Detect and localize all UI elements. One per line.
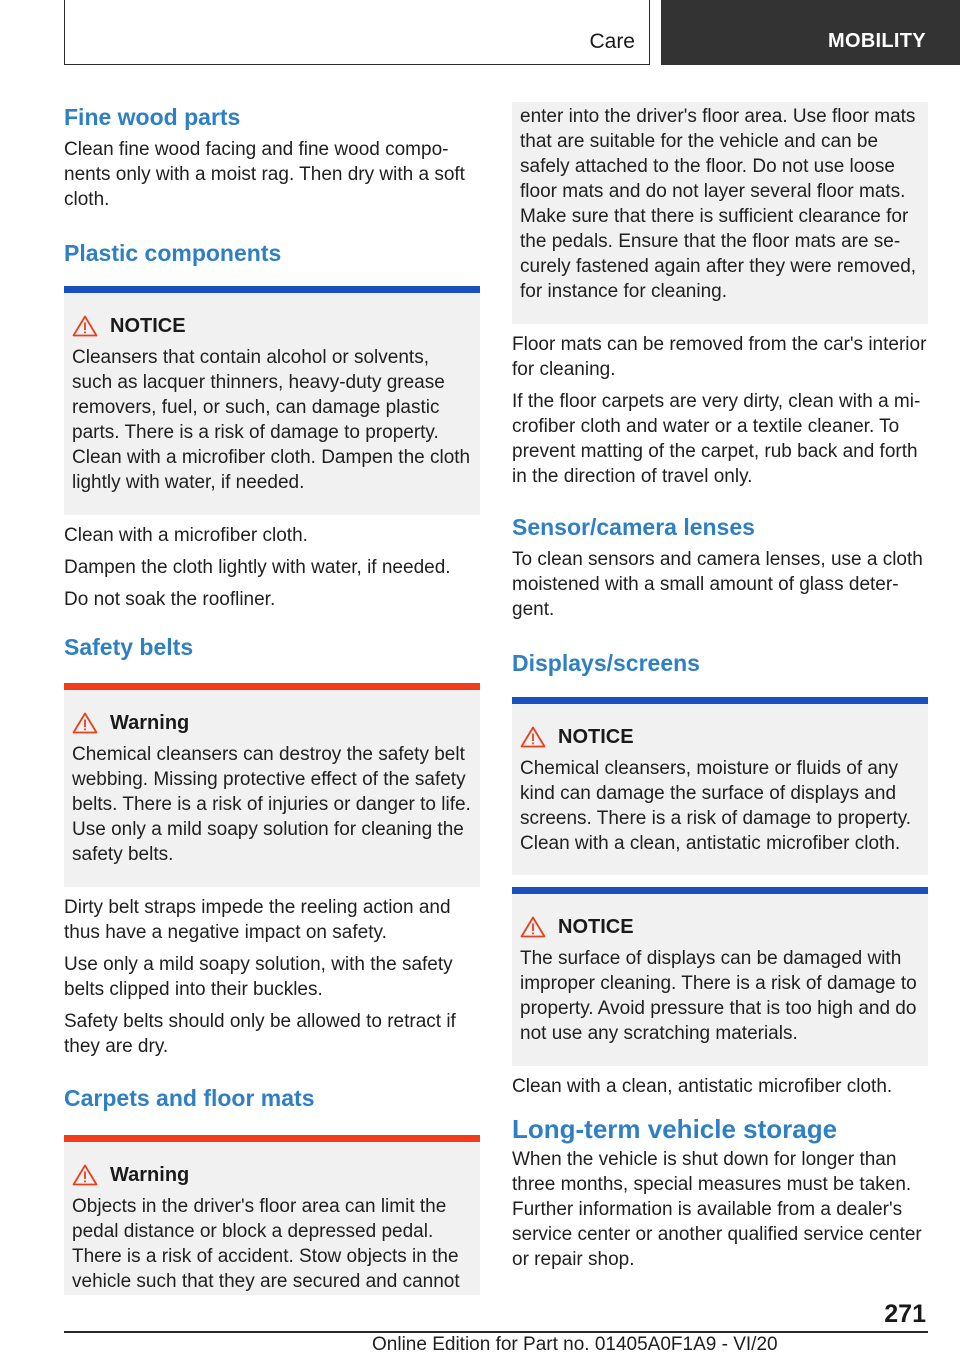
warning-box-carpets-continued	[512, 102, 928, 324]
warning-triangle-icon	[72, 315, 98, 337]
text-plastic-1: Clean with a microfiber cloth.	[64, 525, 308, 546]
notice-title: NOTICE	[558, 725, 634, 748]
heading-plastic: Plastic components	[64, 240, 282, 266]
header-chapter-title: MOBILITY	[828, 30, 926, 52]
heading-storage: Long-term vehicle storage	[512, 1114, 838, 1144]
heading-sensor: Sensor/camera lenses	[512, 514, 755, 540]
notice-box-displays-1	[512, 697, 928, 875]
notice-box-plastic	[64, 286, 480, 515]
notice-text: Cleansers that contain alcohol or solvents, such as lacquer thinners, heavy-duty grease removers, fuel, or such, can damage plastic parts. There is a risk of damage to property. Clean with a microfiber cloth. Dampen the cloth lightly with water, if needed.	[72, 347, 471, 493]
text-sensor: To clean sensors and camera lenses, use a cloth moistened with a small amount of glass detergent.	[512, 549, 923, 620]
notice-box-displays-2	[512, 887, 928, 1066]
heading-fine-wood: Fine wood parts	[64, 104, 241, 130]
warning-box-belts	[64, 683, 480, 887]
notice-text: The surface of displays can be damaged with improper cleaning. There is a risk of damage to property. Avoid pressure that is too high and do not use any scratching materials.	[520, 948, 917, 1044]
warning-triangle-icon	[520, 916, 546, 938]
warning-bar	[64, 683, 480, 690]
warning-triangle-icon	[72, 712, 98, 734]
footer-divider	[64, 1331, 928, 1333]
notice-title: NOTICE	[558, 915, 634, 938]
text-fine-wood: Clean fine wood facing and fine wood components only with a moist rag. Then dry with a soft cloth.	[64, 139, 465, 210]
warning-box-carpets	[64, 1135, 480, 1295]
heading-displays: Displays/screens	[512, 650, 700, 676]
left-column	[64, 102, 480, 1295]
text-floor-mats-2: If the floor carpets are very dirty, clean with a microfiber cloth and water or a textile cleaner. To prevent matting of the carpet, rub back and forth in the direction of travel only.	[512, 391, 921, 487]
heading-carpets: Carpets and floor mats	[64, 1085, 315, 1111]
header-section-box	[64, 0, 650, 65]
notice-bar	[512, 697, 928, 704]
header-chapter-tab	[661, 0, 960, 65]
text-plastic-2: Dampen the cloth lightly with water, if needed.	[64, 557, 451, 578]
header-section-title: Care	[589, 30, 635, 53]
warning-bar	[64, 1135, 480, 1142]
text-floor-mats-1: Floor mats can be removed from the car's interior for cleaning.	[512, 334, 927, 380]
warning-text: Chemical cleansers can destroy the safety belt webbing. Missing protective effect of the safety belts. There is a risk of injuries or danger to life. Use only a mild soapy solution for cleaning the safety belts.	[72, 744, 471, 865]
notice-bar	[64, 286, 480, 293]
text-belts-2: Use only a mild soapy solution, with the safety belts clipped into their buckles.	[64, 954, 453, 1000]
warning-text: Objects in the driver's floor area can limit the pedal distance or block a depressed pedal. There is a risk of accident. Stow objects in the vehicle such that they are secured and cannot	[72, 1196, 460, 1292]
notice-title: NOTICE	[110, 314, 186, 337]
text-displays: Clean with a clean, antistatic microfiber cloth.	[512, 1076, 893, 1097]
heading-safety-belts: Safety belts	[64, 634, 194, 660]
warning-triangle-icon	[520, 726, 546, 748]
warning-text-continued: enter into the driver's floor area. Use floor mats that are suitable for the vehicle and can be safely attached to the floor. Do not use loose floor mats and do not layer several floor mats. Make sure that there is sufficient clearance for the pedals. Ensure that the floor mats are securely fastened again after they were removed, for instance for cleaning.	[520, 106, 917, 302]
text-belts-1: Dirty belt straps impede the reeling action and thus have a negative impact on safety.	[64, 897, 451, 943]
notice-text: Chemical cleansers, moisture or fluids of any kind can damage the surface of displays and screens. There is a risk of damage to property. Clean with a clean, antistatic microfiber cloth.	[520, 758, 912, 854]
text-storage: When the vehicle is shut down for longer than three months, special measures must be taken. Further information is available from a dealer's service center or another qualified service center or repair shop.	[512, 1149, 922, 1270]
warning-triangle-icon	[72, 1164, 98, 1186]
warning-title: Warning	[110, 711, 190, 734]
warning-title: Warning	[110, 1163, 190, 1186]
text-plastic-3: Do not soak the roofliner.	[64, 589, 276, 610]
page-number: 271	[884, 1300, 926, 1328]
footer-edition: Online Edition for Part no. 01405A0F1A9 - VI/20	[372, 1334, 778, 1355]
notice-bar	[512, 887, 928, 894]
right-column	[512, 102, 928, 1272]
text-belts-3: Safety belts should only be allowed to retract if they are dry.	[64, 1011, 456, 1057]
